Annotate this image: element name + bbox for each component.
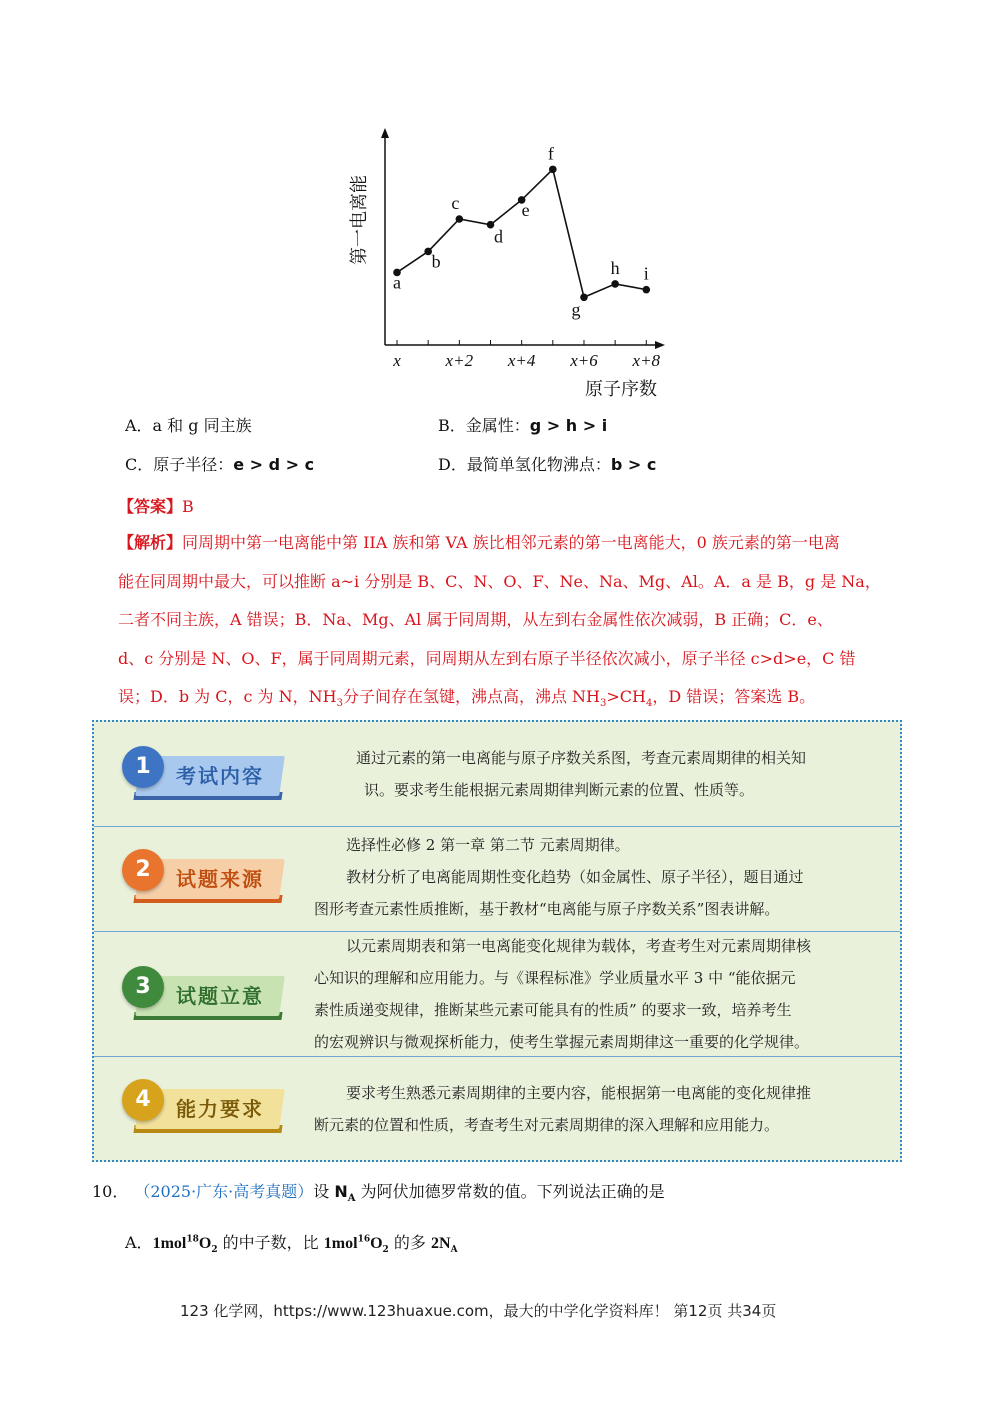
x-tick-label: x+4 [507, 351, 536, 370]
info-row-text: 以元素周期表和第一电离能变化规律为载体，考查考生对元素周期律核 心知识的理解和应用能力。与《课程标准》学业质量水平 3 中 “能依据元 素性质递变规律，推断某些元素可能具有的性质” 的要求一致，培养考生 的宏观辨识与微观探析能力，使考生掌握元素周期律这一重要的化学规律。 [314, 937, 812, 1051]
badge-title: 试题来源 [176, 867, 264, 891]
y-axis-arrow [381, 128, 389, 138]
analysis-line-1: 同周期中第一电离能中第 IIA 族和第 VA 族比相邻元素的第一电离能大，0 族元素的第一电离 [182, 533, 840, 552]
data-point-c [456, 215, 464, 223]
badge-source [114, 849, 284, 907]
data-point-f [549, 166, 557, 174]
x-tick-label: x+8 [632, 351, 661, 370]
badge-number: 4 [122, 1079, 164, 1121]
info-row-text: 选择性必修 2 第一章 第二节 元素周期律。 教材分析了电离能周期性变化趋势（如金属性、原子半径），题目通过 图形考查元素性质推断，基于教材“电离能与原子序数关系”图表讲解。 [314, 836, 804, 918]
x-axis-arrow [655, 341, 665, 349]
badge-number: 3 [122, 966, 164, 1008]
info-row-exam-content [94, 722, 900, 826]
question-10: 10． （2025·广东·高考真题）设 $N_A$ 为阿伏加德罗常数的值。下列说法正确的是 [92, 1182, 665, 1205]
x-tick-label: x+2 [445, 351, 474, 370]
option-c [125, 455, 314, 475]
info-box [92, 720, 902, 1162]
chart-series [393, 166, 650, 302]
answer-tag: 【答案】 [118, 497, 183, 516]
info-row-text: 要求考生熟悉元素周期律的主要内容，能根据第一电离能的变化规律推 断元素的位置和性质，考查考生对元素周期律的深入理解和应用能力。 [314, 1084, 812, 1134]
x-axis-label: 原子序数 [585, 379, 657, 399]
analysis-tag: 【解析】 [118, 533, 183, 552]
info-row-ability [94, 1057, 900, 1161]
badge-exam-content [114, 746, 284, 804]
option-d-bold: b > c [610, 455, 657, 474]
x-tick-label: x [393, 351, 401, 370]
question-text: 为阿伏加德罗常数的值。下列说法正确的是 [355, 1182, 665, 1201]
question-number: 10． [92, 1182, 129, 1201]
ionization-energy-chart [340, 120, 680, 410]
y-axis-label: 第一电离能 [349, 175, 369, 265]
badge-number: 2 [122, 849, 164, 891]
point-label-d: d [493, 226, 503, 247]
point-label-b: b [431, 251, 441, 272]
option-d-text: D．最简单氢化物沸点： [438, 455, 611, 474]
info-row-source [94, 827, 900, 931]
info-row-intent [94, 932, 900, 1056]
series-line [397, 169, 646, 297]
option-c-bold: e > d > c [233, 455, 315, 474]
info-row-text: 通过元素的第一电离能与原子序数关系图，考查元素周期律的相关知 识。要求考生能根据元素周期律判断元素的位置、性质等。 [356, 749, 807, 799]
point-label-g: g [571, 299, 581, 320]
question-source: （2025·广东·高考真题） [142, 1182, 314, 1201]
data-point-i [643, 286, 651, 294]
badge-ability [114, 1079, 284, 1137]
point-label-e: e [521, 199, 530, 220]
option-a-text: A．a 和 g 同主族 [125, 416, 252, 435]
badge-intent [114, 966, 284, 1024]
data-point-h [611, 280, 619, 288]
answer-line [118, 494, 194, 517]
answer-value: B [182, 497, 194, 516]
option-b-text: B．金属性： [438, 416, 530, 435]
point-label-f: f [547, 143, 554, 164]
option-a [125, 416, 252, 436]
option-c-text: C．原子半径： [125, 455, 234, 474]
badge-title: 考试内容 [176, 764, 264, 788]
data-point-g [580, 293, 588, 301]
page-footer: 123 化学网，https://www.123huaxue.com，最大的中学化学资料库！ 第12页 共34页 [180, 1302, 777, 1320]
option-b [438, 416, 607, 436]
point-label-h: h [610, 257, 620, 278]
x-tick-label: x+6 [570, 351, 598, 370]
analysis-line-4: d、c 分别是 N、O、F，属于同周期元素，同周期从左到右原子半径依次减小，原子半径 c>d>e，C 错 [118, 648, 856, 668]
option-b-bold: g > h > i [529, 416, 608, 435]
badge-number: 1 [122, 746, 164, 788]
badge-title: 能力要求 [176, 1097, 264, 1121]
badge-title: 试题立意 [176, 984, 264, 1008]
option-d [438, 455, 656, 475]
point-label-a: a [393, 272, 401, 293]
point-label-c: c [451, 193, 460, 213]
analysis-line-2: 能在同周期中最大，可以推断 a~i 分别是 B、C、N、O、F、Ne、Na、Mg、Al。A．a 是 B，g 是 Na， [118, 571, 881, 591]
option-10-a: A．$1mol^{18}O_2$ 的中子数，比 $1mol^{16}O_2$ 的多 $2N_A$ [125, 1233, 458, 1256]
analysis-line-5: 误；D．b 为 C，c 为 N，$NH_3$分子间存在氢键，沸点高，沸点 $NH_3>CH_4$，D 错误；答案选 B。 [118, 687, 816, 710]
analysis-block [118, 524, 908, 724]
analysis-line-3: 二者不同主族，A 错误；B．Na、Mg、Al 属于同周期，从左到右金属性依次减弱，B 正确；C．e、 [118, 610, 833, 629]
chart-axes [381, 128, 665, 349]
point-label-i: i [643, 263, 649, 284]
